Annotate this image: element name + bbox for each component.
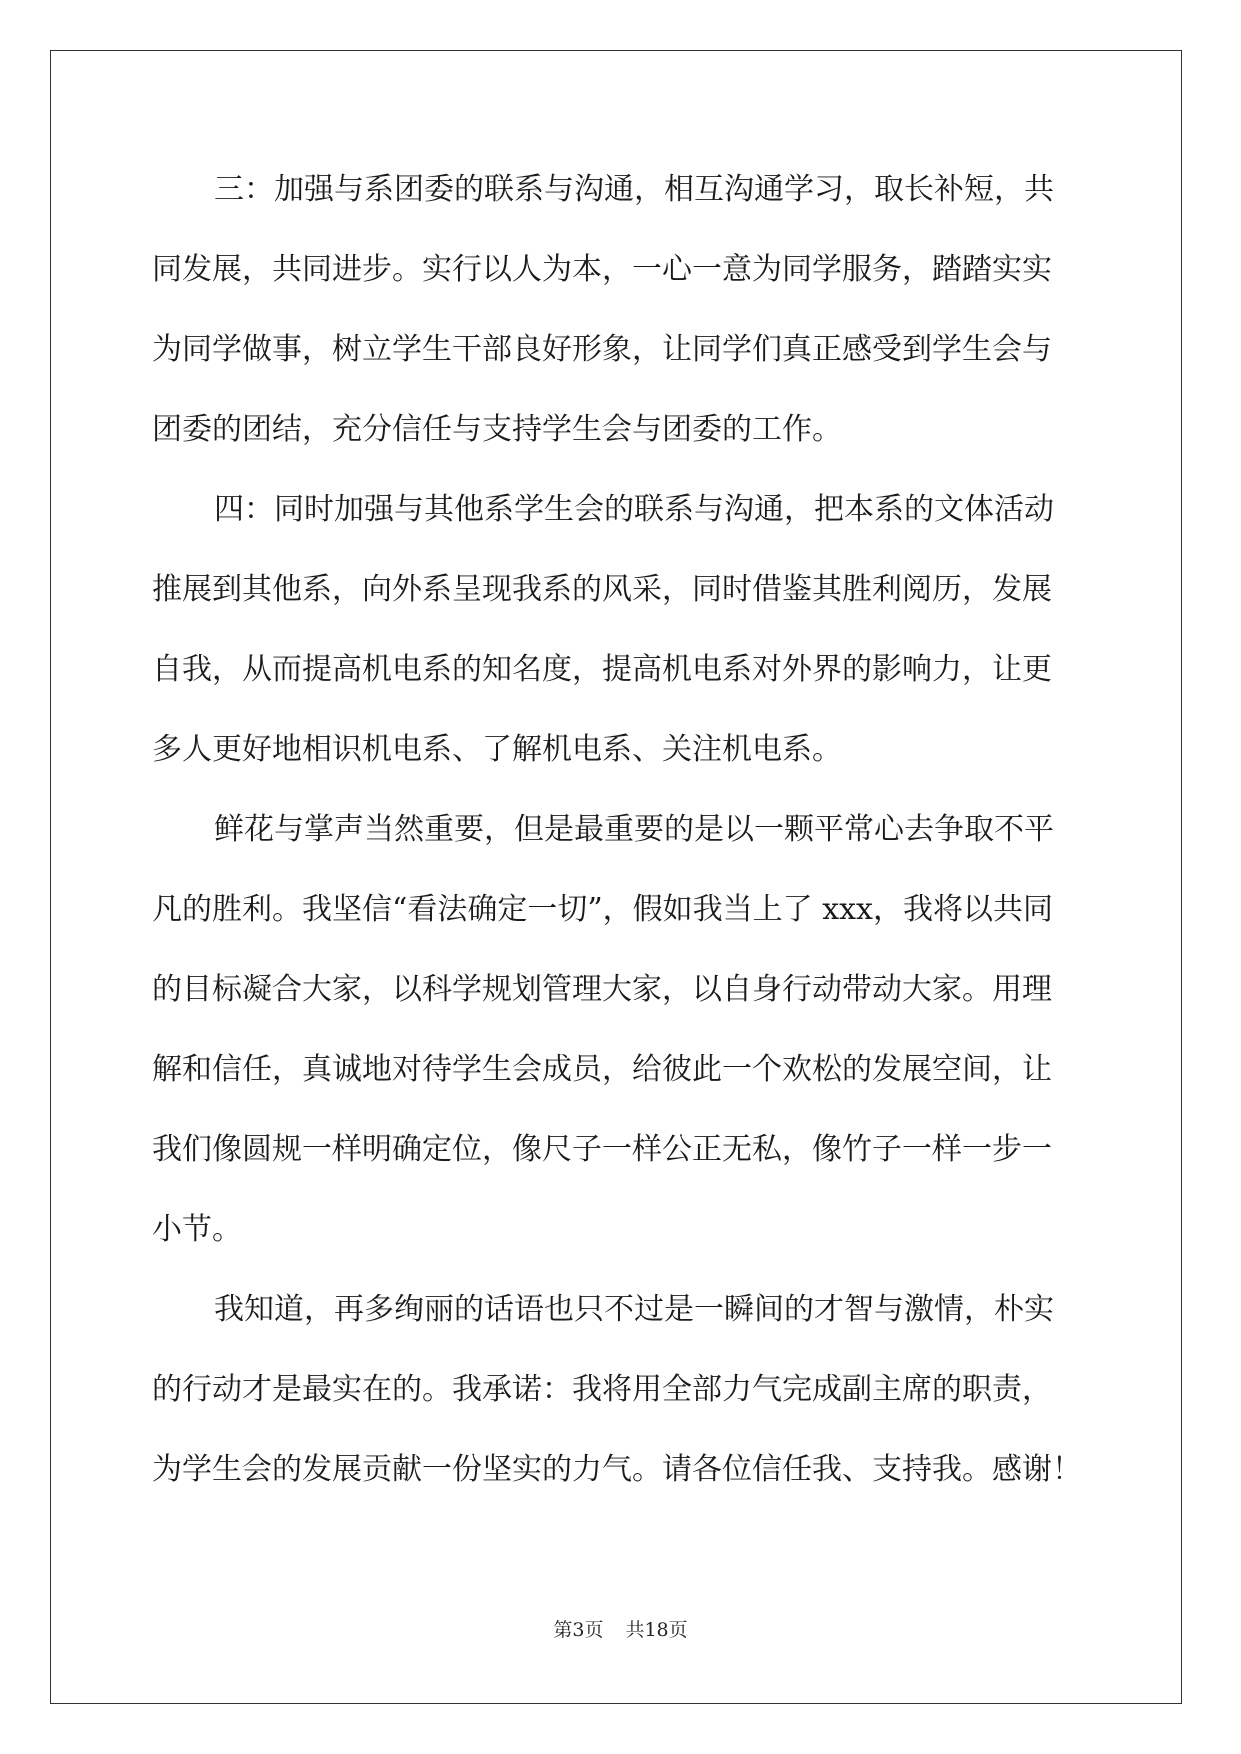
page-footer [0, 1615, 1241, 1642]
text-line: 同发展，共同进步。实行以人为本，一心一意为同学服务，踏踏实实 [152, 252, 1052, 287]
text-line: 四：同时加强与其他系学生会的联系与沟通，把本系的文体活动 [214, 492, 1054, 527]
text-line: 自我，从而提高机电系的知名度，提高机电系对外界的影响力，让更 [152, 652, 1052, 687]
text-line: 我们像圆规一样明确定位，像尺子一样公正无私，像竹子一样一步一 [152, 1132, 1052, 1167]
document-body [152, 150, 1092, 1510]
text-line: 解和信任，真诚地对待学生会成员，给彼此一个欢松的发展空间，让 [152, 1052, 1052, 1087]
text-line: 团委的团结，充分信任与支持学生会与团委的工作。 [152, 412, 842, 447]
paragraph-flowers [152, 790, 1092, 1270]
paragraph-3 [152, 150, 1092, 470]
text-line: 我知道，再多绚丽的话语也只不过是一瞬间的才智与激情，朴实 [214, 1292, 1054, 1327]
text-line: 的行动才是最实在的。我承诺：我将用全部力气完成副主席的职责， [152, 1372, 1052, 1407]
text-line: 小节。 [152, 1212, 242, 1247]
text-line: 多人更好地相识机电系、了解机电系、关注机电系。 [152, 732, 842, 767]
paragraph-4 [152, 470, 1092, 790]
text-line: 鲜花与掌声当然重要，但是最重要的是以一颗平常心去争取不平 [214, 812, 1054, 847]
text-line: 的目标凝合大家，以科学规划管理大家，以自身行动带动大家。用理 [152, 972, 1052, 1007]
text-line: 凡的胜利。我坚信“看法确定一切”，假如我当上了 xxx，我将以共同 [152, 892, 1053, 927]
text-line: 为学生会的发展贡献一份坚实的力气。请各位信任我、支持我。感谢！ [152, 1452, 1082, 1487]
page-number: 第3页 [553, 1619, 604, 1641]
text-line: 三：加强与系团委的联系与沟通，相互沟通学习，取长补短，共 [214, 172, 1054, 207]
paragraph-closing [152, 1270, 1092, 1510]
text-line: 为同学做事，树立学生干部良好形象，让同学们真正感受到学生会与 [152, 332, 1052, 367]
text-line: 推展到其他系，向外系呈现我系的风采，同时借鉴其胜利阅历，发展 [152, 572, 1052, 607]
page-total: 共18页 [625, 1619, 688, 1641]
